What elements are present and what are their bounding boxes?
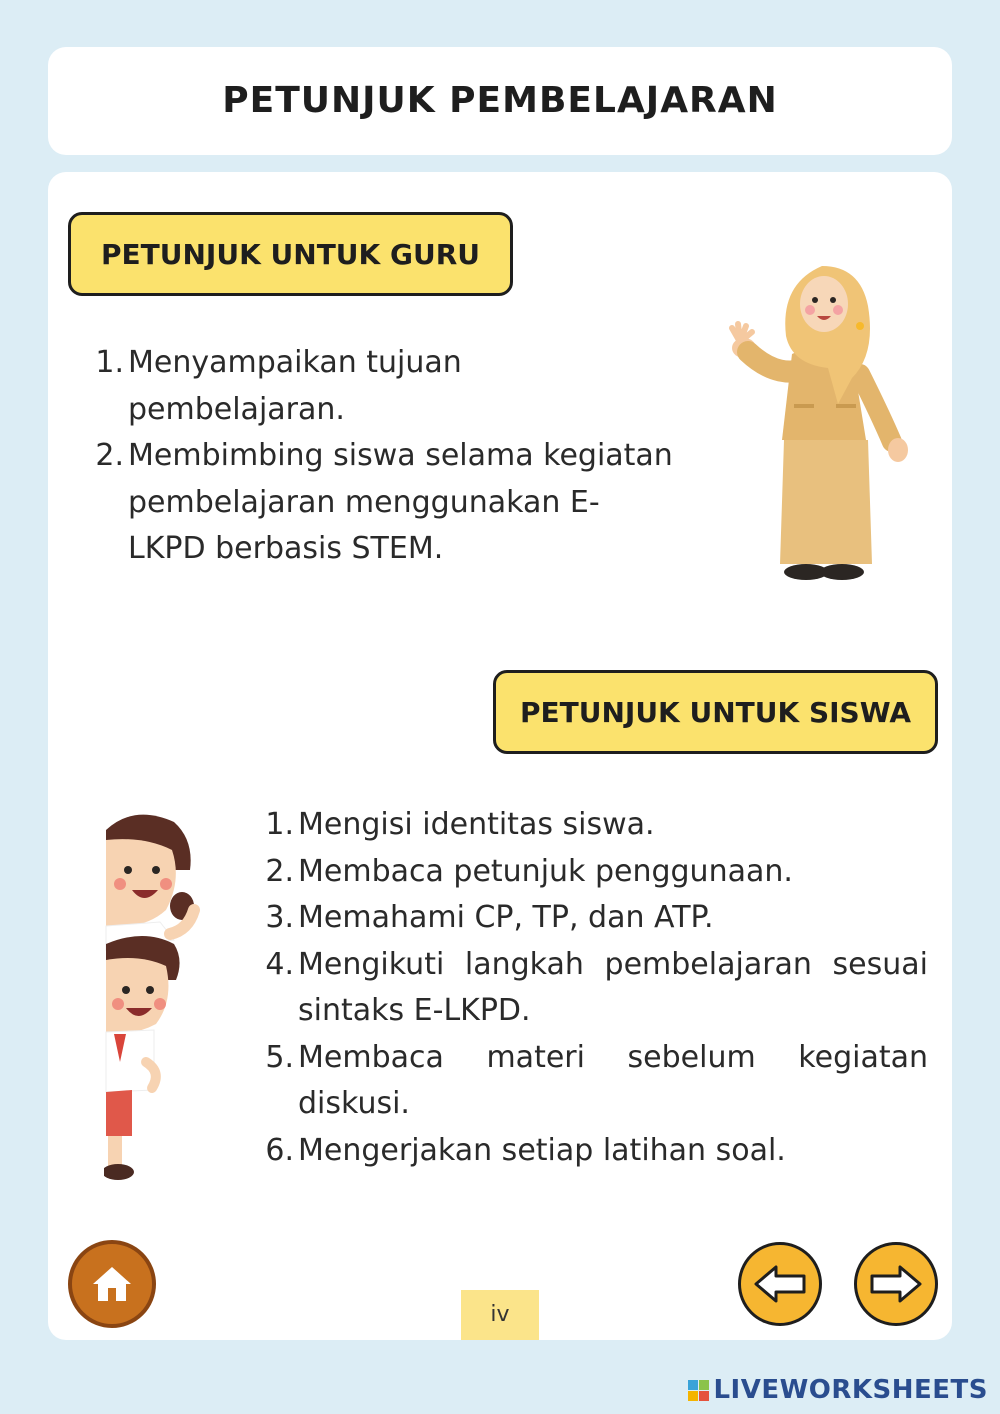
liveworksheets-logo[interactable] bbox=[688, 1376, 988, 1404]
arrow-left-icon bbox=[752, 1264, 808, 1304]
siswa-instruction-list bbox=[248, 802, 928, 1174]
item-text: Membaca materi sebelum kegiatan diskusi. bbox=[298, 1039, 928, 1121]
item-number: 6. bbox=[265, 1132, 294, 1168]
item-text: Mengikuti langkah pembelajaran sesuai sintaks E-LKPD. bbox=[298, 946, 928, 1028]
item-number: 2. bbox=[265, 853, 294, 889]
brand-name: LIVEWORKSHEETS bbox=[713, 1375, 988, 1405]
item-number: 5. bbox=[265, 1039, 294, 1075]
list-item bbox=[248, 802, 928, 849]
item-text-line: pembelajaran. bbox=[128, 391, 345, 427]
list-item bbox=[248, 1035, 928, 1128]
item-text-line: LKPD berbasis STEM. bbox=[128, 531, 444, 566]
list-item bbox=[248, 942, 928, 1035]
logo-mark bbox=[688, 1380, 709, 1401]
item-number: 1. bbox=[95, 345, 124, 380]
item-text: Mengerjakan setiap latihan soal. bbox=[298, 1132, 786, 1168]
teacher-illustration bbox=[720, 264, 920, 594]
list-item bbox=[248, 1128, 928, 1175]
home-button[interactable] bbox=[68, 1240, 156, 1328]
item-text: Memahami CP, TP, dan ATP. bbox=[298, 900, 714, 935]
item-text: Mengisi identitas siswa. bbox=[298, 807, 655, 842]
list-item bbox=[248, 849, 928, 896]
item-number: 2. bbox=[95, 438, 124, 473]
item-text-line: Menyampaikan tujuan bbox=[128, 345, 462, 380]
home-icon bbox=[90, 1264, 134, 1304]
content-card bbox=[48, 172, 952, 1340]
page-title: PETUNJUK PEMBELAJARAN bbox=[222, 80, 778, 121]
item-text: Membaca petunjuk penggunaan. bbox=[298, 853, 793, 889]
title-card bbox=[48, 47, 952, 155]
item-number: 3. bbox=[265, 900, 294, 935]
siswa-section-label: PETUNJUK UNTUK SISWA bbox=[493, 670, 938, 754]
page-number: iv bbox=[461, 1290, 539, 1340]
list-item bbox=[248, 895, 928, 942]
list-item bbox=[78, 433, 758, 573]
item-text-line: pembelajaran menggunakan E- bbox=[128, 484, 600, 520]
item-number: 1. bbox=[265, 807, 294, 842]
item-number: 4. bbox=[265, 946, 294, 982]
item-text-line: Membimbing siswa selama kegiatan bbox=[128, 438, 673, 473]
guru-instruction-list bbox=[78, 340, 758, 573]
guru-section-label: PETUNJUK UNTUK GURU bbox=[68, 212, 513, 296]
previous-page-button[interactable] bbox=[738, 1242, 822, 1326]
arrow-right-icon bbox=[868, 1264, 924, 1304]
next-page-button[interactable] bbox=[854, 1242, 938, 1326]
list-item bbox=[78, 340, 758, 433]
students-illustration bbox=[104, 810, 264, 1190]
